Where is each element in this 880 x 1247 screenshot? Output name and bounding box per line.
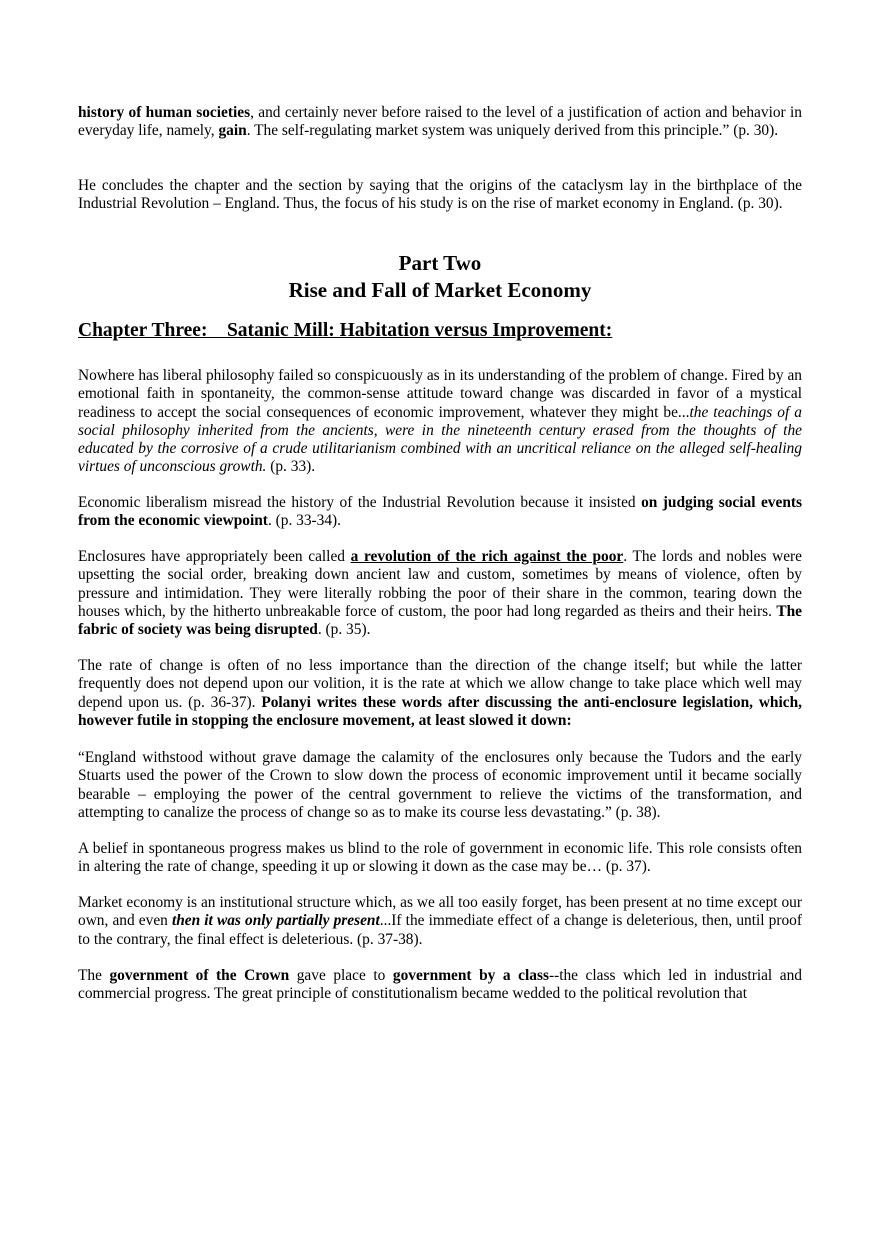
part-subtitle: Rise and Fall of Market Economy: [288, 278, 592, 302]
paragraph-enclosures: [78, 548, 802, 639]
text-run: gave place to: [289, 967, 393, 984]
bold-text: gain: [218, 122, 247, 140]
bold-text: government by a class: [392, 967, 549, 984]
text-run: Nowhere has liberal philosophy failed so conspicuously as in its understanding of the problem of change. Fired by an emotional faith in spontaneity, the common-sense attitude toward change was discarded in favor of a mystical readiness to accept the social consequences of economic improvement, whatever they might be...: [78, 367, 802, 421]
bold-underlined-text: a revolution of the rich against the poor: [350, 548, 624, 565]
paragraph-england: [78, 177, 802, 214]
part-title: Part Two: [398, 251, 482, 275]
paragraph-market-economy: [78, 894, 802, 949]
text-run: Enclosures have appropriately been called: [78, 548, 351, 565]
text-run: . (p. 33-34).: [267, 512, 342, 530]
text-run: ...If the immediate effect of a change is deleterious, then, until proof to the contrary, the final effect is deleterious. (p. 37-38).: [78, 912, 803, 948]
bold-text: government of the Crown: [109, 967, 290, 984]
bold-text: on judging social events from the economic viewpoint: [78, 494, 802, 530]
paragraph-rate-of-change: [78, 657, 802, 730]
italic-text: the teachings of a social philosophy inherited from the ancients, were in the nineteenth century erased from the thoughts of the educated by the corrosive of a crude utilitarianism combined with an uncritical reliance on the alleged self-healing virtues of unconscious growth.: [78, 403, 802, 476]
text-run: (p. 33).: [266, 458, 316, 476]
bold-text: Polanyi writes these words after discussing the anti-enclosure legislation, which, however futile in stopping the enclosure movement, at least slowed it down:: [78, 693, 803, 729]
paragraph-quote-tudors: [78, 749, 802, 822]
text-run: Economic liberalism misread the history of the Industrial Revolution because it insisted: [78, 494, 642, 511]
paragraph-economic-liberalism: [78, 494, 802, 531]
paragraph-liberal-philosophy: [78, 367, 802, 477]
bold-text: history of human societies: [78, 104, 251, 121]
text-run: The rate of change is often of no less importance than the direction of the change itself; but while the latter frequently does not depend upon our volition, it is the rate at which we allow change to take place which well may depend upon us. (p. 36-37).: [78, 657, 802, 711]
text-run: --the class which led in industrial and commercial progress. The great principle of constitutionalism became wedded to the political revolution that: [78, 967, 802, 1003]
text-run: Market economy is an institutional structure which, as we all too easily forget, has been present at no time except our own, and even: [78, 894, 802, 930]
text-run: . The self-regulating market system was uniquely derived from this principle.” (p. 30).: [246, 122, 779, 140]
text-run: The: [78, 967, 110, 984]
text-run: . (p. 35).: [317, 621, 371, 639]
text-run: “England withstood without grave damage the calamity of the enclosures only because the Tudors and the early Stuarts used the power of the Crown to slow down the process of economic improvement until it became socially bearable – employing the power of the central government to relieve the victims of the transformation, and attempting to canalize the process of change so as to make its course less devastating.” (p. 38).: [78, 749, 802, 821]
text-run: . The lords and nobles were upsetting the social order, breaking down ancient law and custom, sometimes by means of violence, often by pressure and intimidation. They were literally robbing the poor of their share in the common, tearing down the houses which, by the hitherto unbreakable force of custom, the poor had long regarded as theirs and their heirs.: [78, 548, 803, 620]
paragraph-government-crown: [78, 967, 802, 1004]
chapter-heading: Chapter Three: Satanic Mill: Habitation versus Improvement:: [78, 320, 613, 341]
text-run: He concludes the chapter and the section by saying that the origins of the cataclysm lay in the birthplace of the Industrial Revolution – England. Thus, the focus of his study is on the rise of market economy in England. (p. 30).: [78, 177, 802, 213]
paragraph-spontaneous-progress: [78, 840, 802, 877]
text-run: A belief in spontaneous progress makes us blind to the role of government in economic life. This role consists often in altering the rate of change, speeding it up or slowing it down as the case may be… (p. 37).: [78, 840, 802, 876]
bold-text: The fabric of society was being disrupted: [78, 602, 802, 639]
text-run: , and certainly never before raised to the level of a justification of action and behavior in everyday life, namely,: [78, 104, 802, 140]
paragraph-gain: [78, 104, 802, 141]
bold-italic-text: then it was only partially present: [171, 912, 380, 930]
